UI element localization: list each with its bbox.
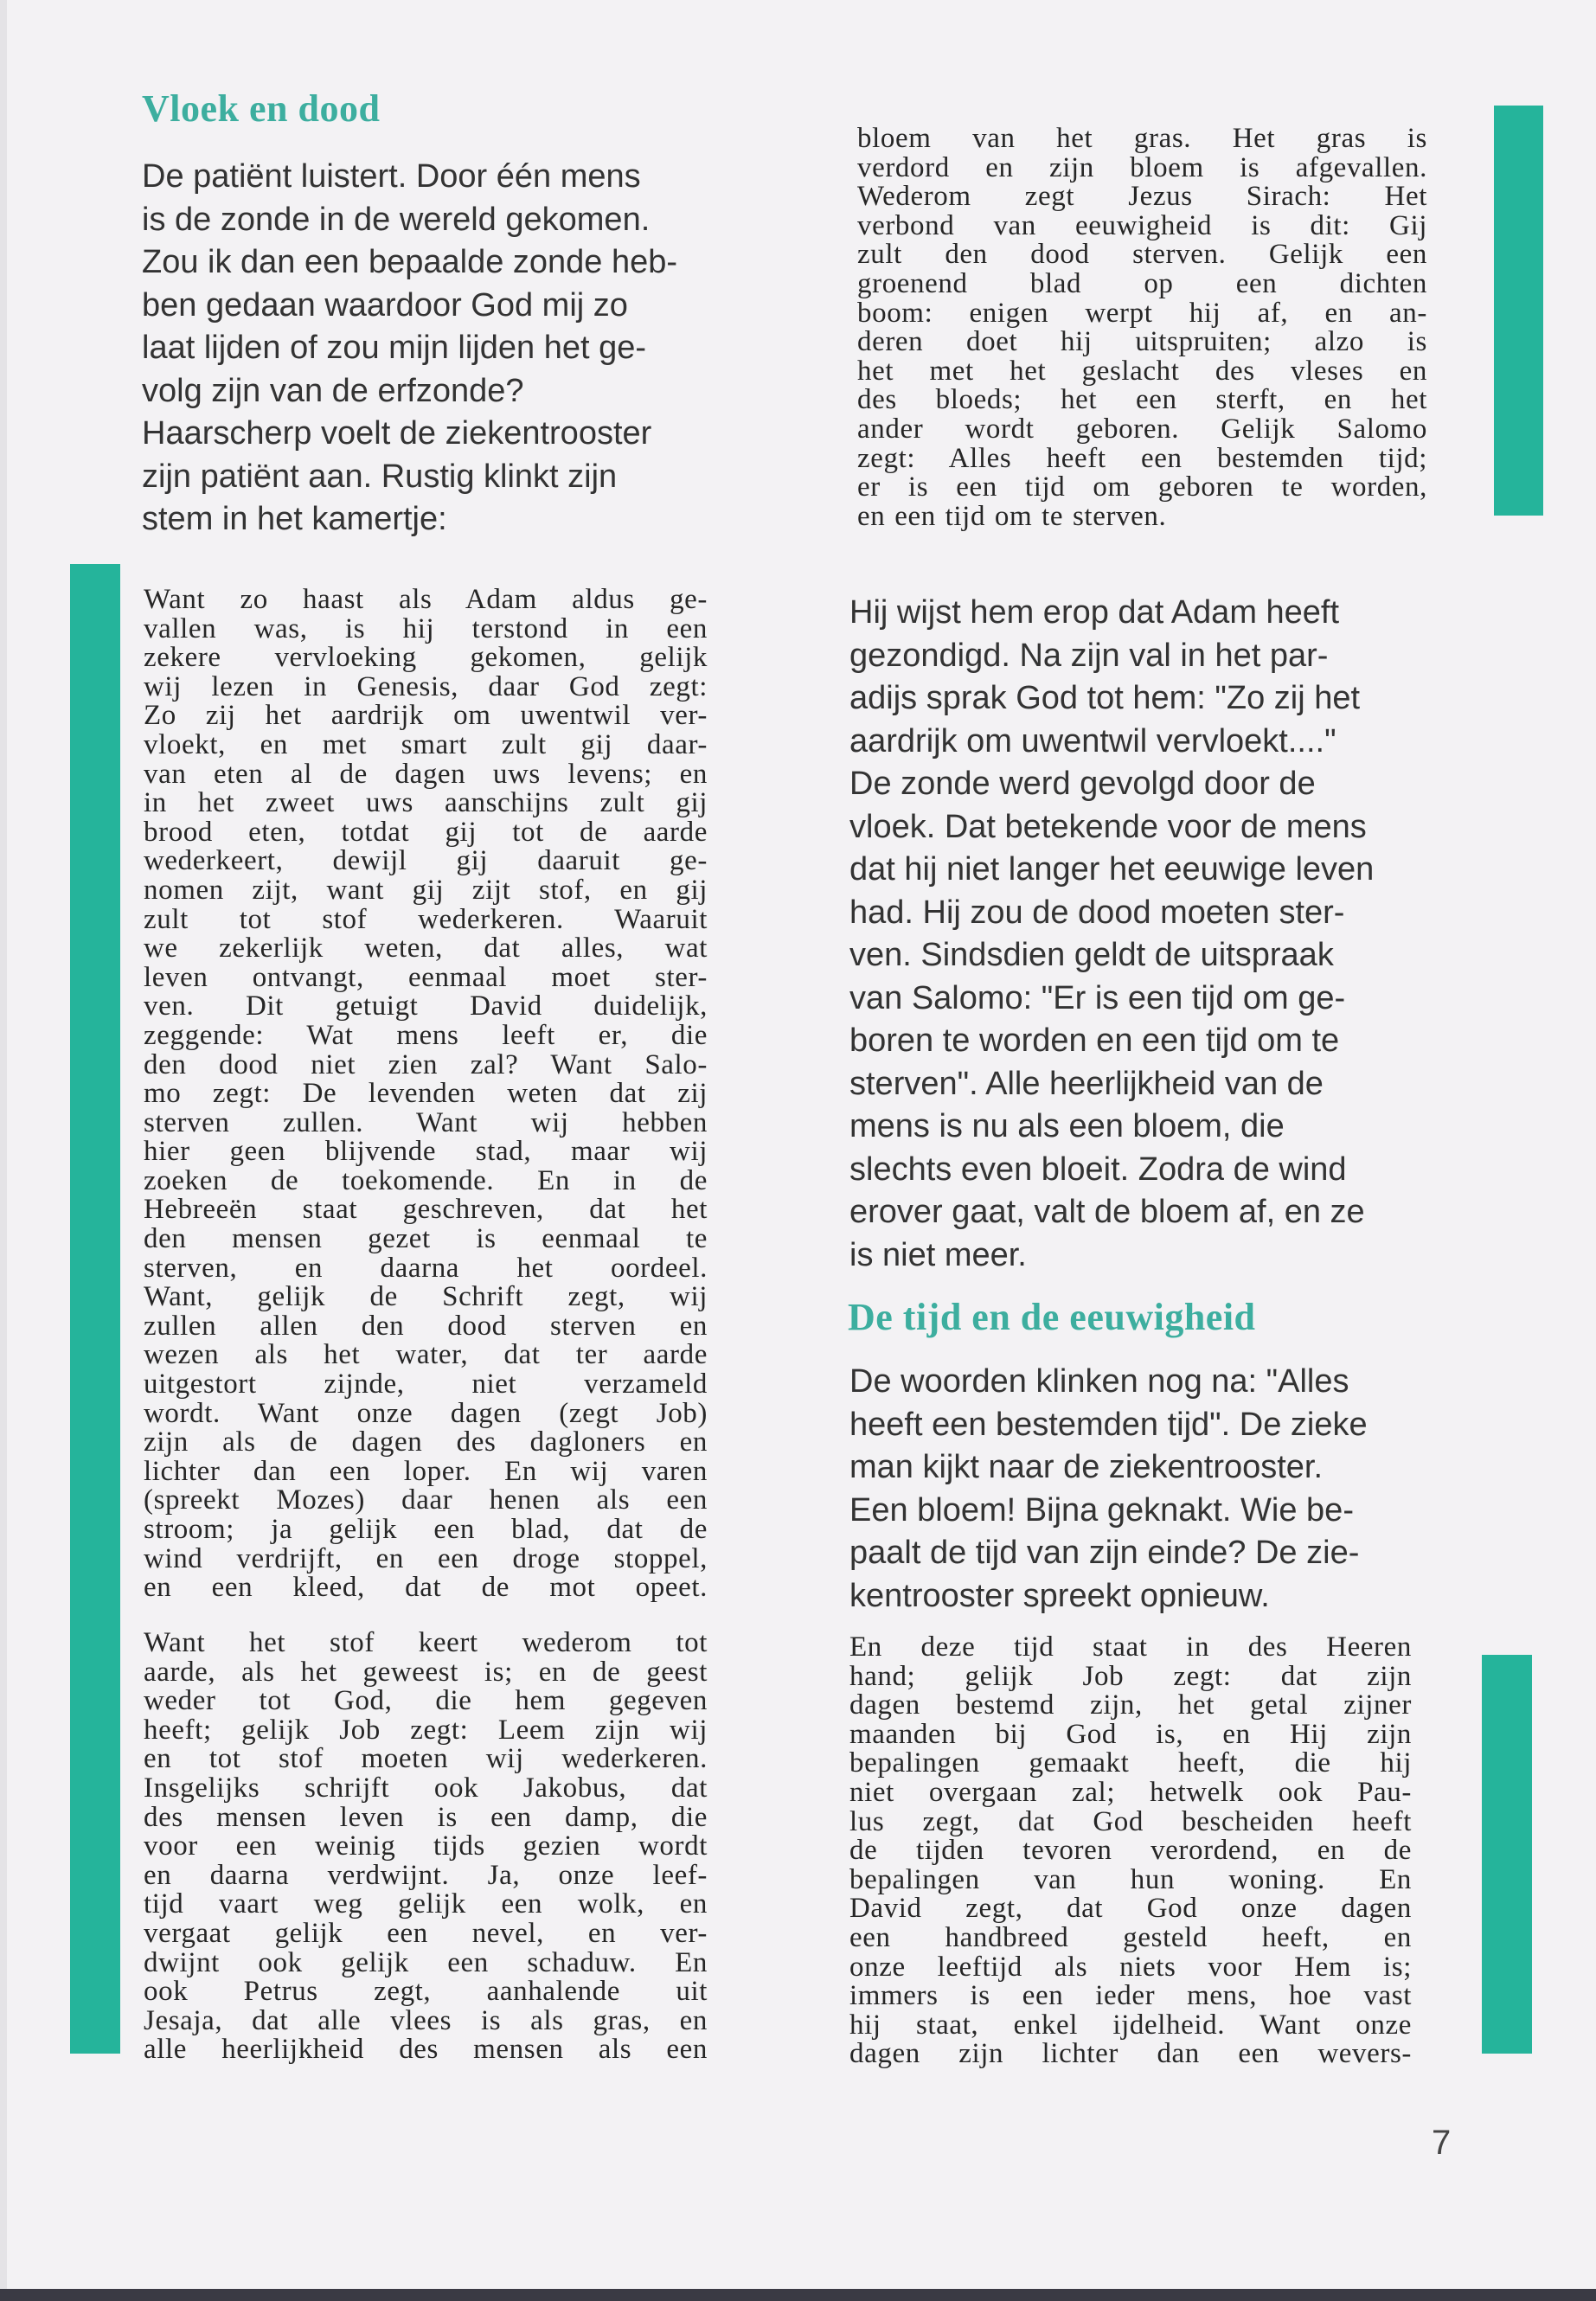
text-line: Zo zij het aardrijk om uwentwil ver- [144, 702, 708, 731]
text-line: vallen was, is hij terstond in een [144, 614, 708, 644]
scan-edge [0, 2289, 1596, 2301]
text-line: mens is nu als een bloem, die [849, 1108, 1285, 1144]
text-line: De zonde werd gevolgd door de [849, 766, 1316, 802]
text-line: nomen zijt, want gij zijt stof, en gij [144, 875, 708, 906]
text-line: Hij wijst hem erop dat Adam heeft [849, 594, 1340, 631]
text-line: lus zegt, dat God bescheiden heeft [849, 1807, 1412, 1837]
text-line: heeft; gelijk Job zegt: Leem zijn wij [144, 1715, 708, 1746]
text-line: erover gaat, valt de bloem af, en ze [849, 1194, 1365, 1230]
text-line: sterven zullen. Want wij hebben [144, 1108, 708, 1138]
quote-block-4 [849, 1633, 1412, 2069]
text-line: des bloeds; het een sterft, en het [857, 386, 1427, 415]
quote-block-1 [144, 586, 708, 1603]
text-line: zijn als de dagen des dagloners en [144, 1428, 708, 1458]
text-line: is de zonde in de wereld gekomen. [142, 201, 651, 238]
body-paragraph-adam [849, 592, 1472, 1277]
text-line: zult tot stof wederkeren. Waaruit [144, 905, 708, 935]
text-line: hier geen blijvende stad, maar wij [144, 1138, 708, 1167]
text-line: had. Hij zou de dood moeten ster- [849, 894, 1345, 931]
text-line: ook Petrus zegt, aanhalende uit [144, 1977, 708, 2007]
text-line: bloem van het gras. Het gras is [857, 125, 1427, 154]
text-line: gezondigd. Na zijn val in het par- [849, 637, 1329, 674]
text-line: bepalingen gemaakt heeft, die hij [849, 1749, 1412, 1779]
text-line: vergaat gelijk een nevel, en ver- [144, 1919, 708, 1949]
text-line: van Salomo: "Er is een tijd om ge- [849, 979, 1346, 1016]
text-line: groenend blad op een dichten [857, 269, 1427, 299]
text-line: en tot stof moeten wij wederkeren. [144, 1745, 708, 1774]
text-line: den dood niet zien zal? Want Salo- [144, 1050, 708, 1080]
text-line: dwijnt ook gelijk een schaduw. En [144, 1948, 708, 1978]
text-line: uitgestort zijnde, niet verzameld [144, 1370, 708, 1400]
text-line: hand; gelijk Job zegt: dat zijn [849, 1662, 1412, 1692]
text-line: van eten al de dagen uws levens; en [144, 760, 708, 790]
text-line: sterven, en daarna het oordeel. [144, 1253, 708, 1284]
text-line: boren te worden en een tijd om te [849, 1022, 1340, 1059]
text-line: niet overgaan zal; hetwelk ook Pau- [849, 1778, 1412, 1808]
text-line: in het zweet uws aanschijns zult gij [144, 789, 708, 818]
text-line: (spreekt Mozes) daar henen als een [144, 1486, 708, 1516]
page-edge-shadow [0, 0, 7, 2301]
text-line: adijs sprak God tot hem: "Zo zij het [849, 680, 1361, 716]
text-line: ander wordt geboren. Gelijk Salomo [857, 414, 1427, 445]
intro-paragraph [142, 156, 782, 542]
text-line: alle heerlijkheid des mensen als een [144, 2035, 708, 2065]
text-line: de tijden tevoren verordend, en de [849, 1836, 1412, 1866]
text-line: en een tijd om te sterven. [857, 502, 1167, 532]
text-line: zeggende: Wat mens leeft er, die [144, 1021, 708, 1051]
quote-block-3 [857, 125, 1427, 531]
text-line: wind verdrijft, en een droge stoppel, [144, 1544, 708, 1574]
text-line: lichter dan een loper. En wij varen [144, 1457, 708, 1487]
text-line: ven. Sindsdien geldt de uitspraak [849, 937, 1334, 973]
text-line: slechts even bloeit. Zodra de wind [849, 1150, 1347, 1188]
text-line: immers is een ieder mens, hoe vast [849, 1982, 1412, 2011]
text-line: Haarscherp voelt de ziekentrooster [142, 415, 652, 452]
text-line: dagen zijn lichter dan een wevers- [849, 2040, 1412, 2069]
text-line: deren doet hij uitspruiten; alzo is [857, 328, 1427, 357]
text-line: paalt de tijd van zijn einde? De zie- [849, 1535, 1360, 1571]
text-line: aardrijk om uwentwil vervloekt...." [849, 722, 1336, 760]
text-line: het met het geslacht des vleses en [857, 356, 1427, 387]
text-line: bepalingen van hun woning. En [849, 1865, 1412, 1895]
text-line: brood eten, totdat gij tot de aarde [144, 817, 708, 848]
text-line: den mensen gezet is eenmaal te [144, 1225, 708, 1254]
text-line: voor een weinig tijds gezien wordt [144, 1832, 708, 1862]
text-line: we zekerlijk weten, dat alles, wat [144, 934, 708, 964]
text-line: dagen bestemd zijn, het getal zijner [849, 1691, 1412, 1721]
text-line: weder tot God, die hem gegeven [144, 1687, 708, 1716]
text-line: er is een tijd om geboren te worden, [857, 473, 1427, 503]
text-line: wij lezen in Genesis, daar God zegt: [144, 672, 708, 702]
text-line: ven. Dit getuigt David duidelijk, [144, 992, 708, 1022]
section-heading-vloek-en-dood: Vloek en dood [142, 87, 381, 130]
text-line: Een bloem! Bijna geknakt. Wie be- [849, 1491, 1354, 1529]
text-line: Jesaja, dat alle vlees is als gras, en [144, 2006, 708, 2036]
text-line: Wederom zegt Jezus Sirach: Het [857, 183, 1427, 212]
text-line: stem in het kamertje: [142, 501, 447, 537]
text-line: tijd vaart weg gelijk een wolk, en [144, 1890, 708, 1920]
text-line: en een kleed, dat de mot opeet. [144, 1574, 708, 1603]
text-line: zoeken de toekomende. En in de [144, 1166, 708, 1196]
text-line: Want zo haast als Adam aldus ge- [144, 586, 708, 615]
text-line: zult den dood sterven. Gelijk een [857, 240, 1427, 270]
text-line: Want, gelijk de Schrift zegt, wij [144, 1283, 708, 1312]
text-line: zijn patiënt aan. Rustig klinkt zijn [142, 458, 618, 495]
text-line: leven ontvangt, eenmaal moet ster- [144, 963, 708, 993]
text-line: David zegt, dat God onze dagen [849, 1894, 1412, 1924]
text-line: laat lijden of zou mijn lijden het ge- [142, 330, 647, 366]
text-line: verdord en zijn bloem is afgevallen. [857, 153, 1427, 183]
text-line: dat hij niet langer het eeuwige leven [849, 851, 1375, 888]
text-line: volg zijn van de erfzonde? [142, 372, 524, 409]
accent-bar-right-bottom [1482, 1655, 1532, 2054]
text-line: ben gedaan waardoor God mij zo [142, 286, 628, 324]
text-line: een handbreed gesteld heeft, en [849, 1923, 1412, 1953]
accent-bar-right-top [1494, 106, 1543, 516]
text-line: heeft een bestemden tijd". De zieke [849, 1406, 1368, 1443]
text-line: En deze tijd staat in des Heeren [849, 1633, 1412, 1663]
text-line: vloekt, en met smart zult gij daar- [144, 730, 708, 760]
text-line: boom: enigen werpt hij af, en an- [857, 298, 1427, 329]
quote-block-2 [144, 1629, 708, 2065]
text-line: kentrooster spreekt opnieuw. [849, 1577, 1270, 1614]
text-line: De woorden klinken nog na: "Alles [849, 1363, 1349, 1400]
text-line: Hebreeën staat geschreven, dat het [144, 1195, 708, 1226]
text-line: vloek. Dat betekende voor de mens [849, 808, 1367, 845]
text-line: man kijkt naar de ziekentrooster. [849, 1449, 1324, 1485]
text-line: sterven". Alle heerlijkheid van de [849, 1065, 1324, 1102]
page-number: 7 [1432, 2124, 1452, 2162]
section-heading-tijd-en-eeuwigheid: De tijd en de eeuwigheid [848, 1296, 1256, 1338]
text-line: en daarna verdwijnt. Ja, onze leef- [144, 1861, 708, 1891]
text-line: Zou ik dan een bepaalde zonde heb- [142, 244, 678, 280]
text-line: wezen als het water, dat ter aarde [144, 1341, 708, 1371]
text-line: onze leeftijd als niets voor Hem is; [849, 1952, 1412, 1983]
body-paragraph-woorden [849, 1361, 1472, 1618]
text-line: mo zegt: De levenden weten dat zij [144, 1080, 708, 1109]
text-line: Want het stof keert wederom tot [144, 1629, 708, 1658]
text-line: aarde, als het geweest is; en de geest [144, 1657, 708, 1688]
text-line: wederkeert, dewijl gij daaruit ge- [144, 847, 708, 876]
text-line: zekere vervloeking gekomen, gelijk [144, 644, 708, 673]
text-line: is niet meer. [849, 1236, 1027, 1273]
text-line: hij staat, enkel ijdelheid. Want onze [849, 2010, 1412, 2041]
text-line: De patiënt luistert. Door één mens [142, 158, 641, 195]
text-line: verbond van eeuwigheid is dit: Gij [857, 211, 1427, 241]
text-line: Insgelijks schrijft ook Jakobus, dat [144, 1773, 708, 1804]
accent-bar-left [70, 564, 120, 2054]
text-line: stroom; ja gelijk een blad, dat de [144, 1516, 708, 1545]
text-line: zegt: Alles heeft een bestemden tijd; [857, 444, 1427, 474]
text-line: wordt. Want onze dagen (zegt Job) [144, 1399, 708, 1429]
text-line: maanden bij God is, en Hij zijn [849, 1720, 1412, 1750]
text-line: zullen allen den dood sterven en [144, 1311, 708, 1342]
text-line: des mensen leven is een damp, die [144, 1803, 708, 1833]
